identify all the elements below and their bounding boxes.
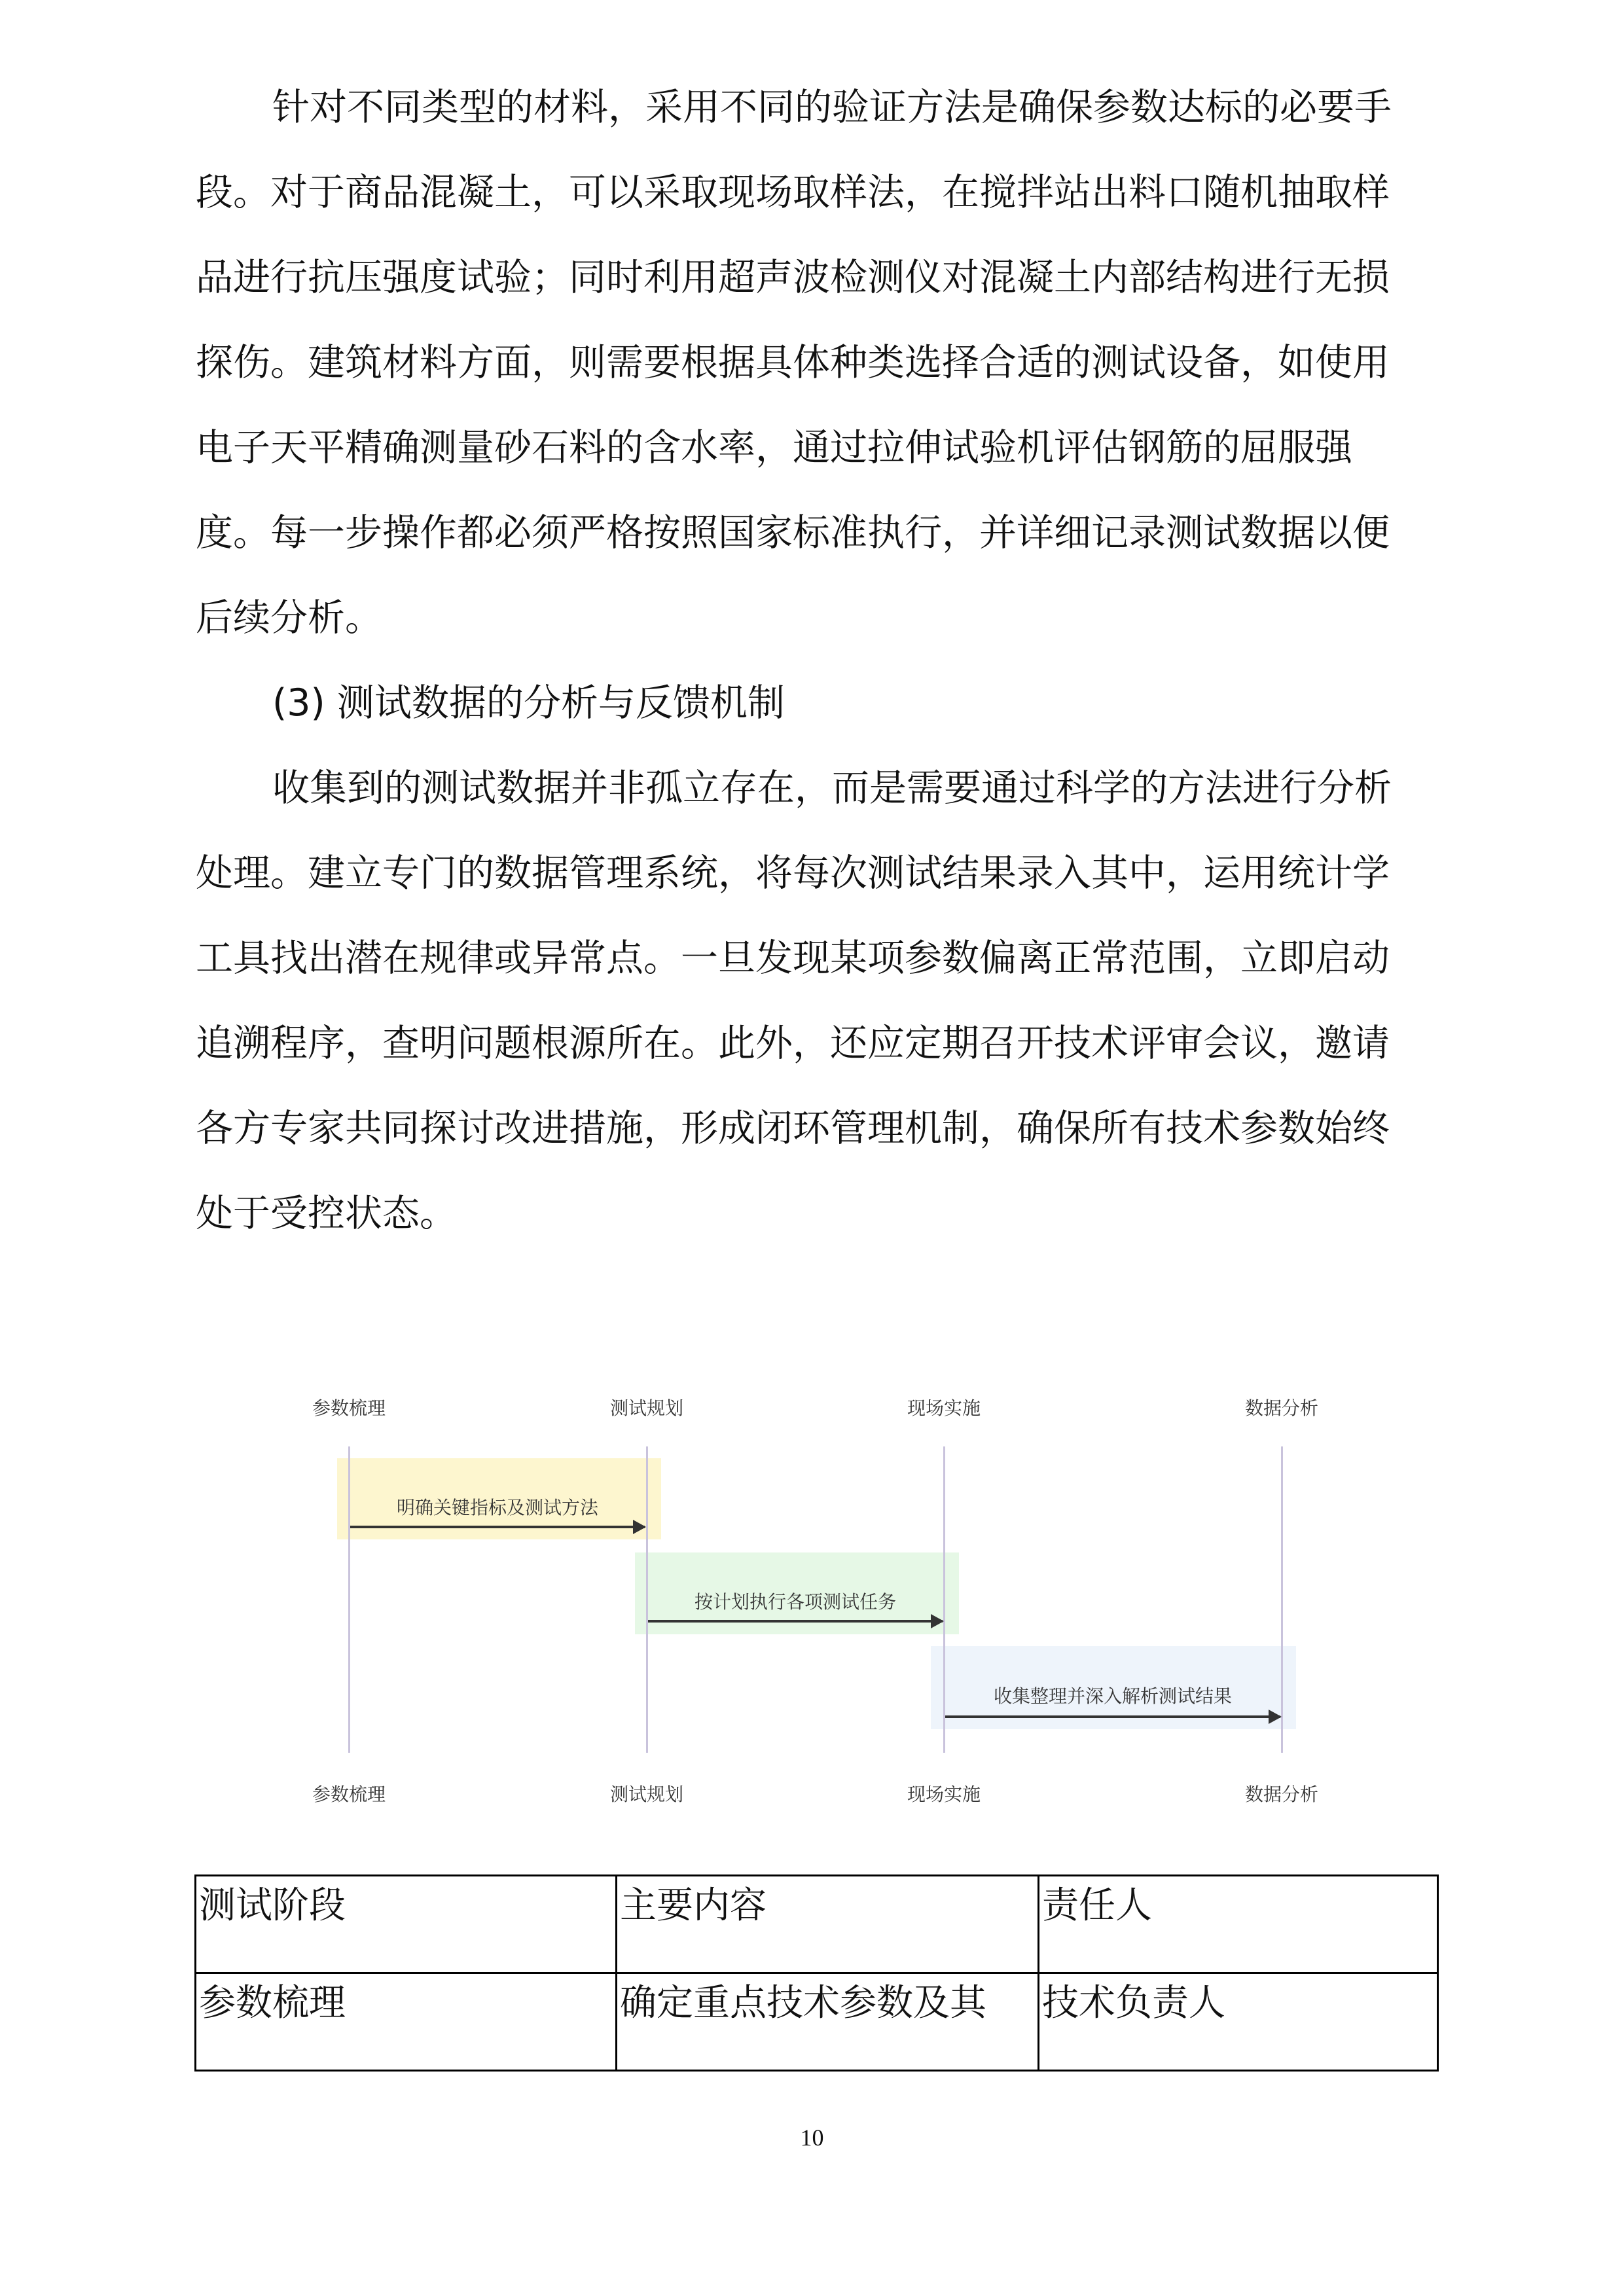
message-label: 按计划执行各项测试任务 <box>694 1591 897 1613</box>
text-line: 处理。建立专门的数据管理系统，将每次测试结果录入其中，运用统计学 <box>196 852 1390 895</box>
participant-bottom: 数据分析 <box>1244 1784 1319 1805</box>
message-label: 明确关键指标及测试方法 <box>396 1497 599 1518</box>
table-row <box>196 1973 1438 2071</box>
participant-bottom: 测试规划 <box>609 1784 684 1805</box>
text-line: 品进行抗压强度试验；同时利用超声波检测仪对混凝土内部结构进行无损 <box>196 256 1390 299</box>
table-cell: 确定重点技术参数及其 <box>617 1973 1039 2071</box>
participant-top: 参数梳理 <box>312 1397 386 1419</box>
table-cell: 技术负责人 <box>1039 1973 1438 2071</box>
text-line: 处于受控状态。 <box>196 1192 457 1235</box>
text-line: 电子天平精确测量砂石料的含水率，通过拉伸试验机评估钢筋的屈服强 <box>196 426 1352 469</box>
header-cell: 测试阶段 <box>196 1876 617 1973</box>
participant-top: 数据分析 <box>1244 1397 1319 1419</box>
text-line: 后续分析。 <box>196 596 382 639</box>
header-cell: 责任人 <box>1039 1876 1438 1973</box>
message-label: 收集整理并深入解析测试结果 <box>993 1685 1233 1707</box>
lifeline <box>1281 1446 1283 1753</box>
text-line: 段。对于商品混凝土，可以采取现场取样法，在搅拌站出料口随机抽取样 <box>196 171 1390 214</box>
page-number: 10 <box>800 2125 824 2151</box>
test-phase-table <box>194 1874 1439 2072</box>
lifeline <box>646 1446 648 1753</box>
lifeline <box>348 1446 350 1753</box>
table-cell: 参数梳理 <box>196 1973 617 2071</box>
participant-top: 现场实施 <box>907 1397 981 1419</box>
text-line: 收集到的测试数据并非孤立存在，而是需要通过科学的方法进行分析 <box>272 766 1392 810</box>
text-line: 探伤。建筑材料方面，则需要根据具体种类选择合适的测试设备，如使用 <box>196 341 1390 384</box>
text-line: 工具找出潜在规律或异常点。一旦发现某项参数偏离正常范围，立即启动 <box>196 937 1390 980</box>
text-line: 针对不同类型的材料，采用不同的验证方法是确保参数达标的必要手 <box>272 86 1392 129</box>
text-line: 度。每一步操作都必须严格按照国家标准执行，并详细记录测试数据以便 <box>196 511 1390 554</box>
arrow <box>945 1715 1280 1718</box>
text-line: 追溯程序，查明问题根源所在。此外，还应定期召开技术评审会议，邀请 <box>196 1022 1390 1065</box>
participant-top: 测试规划 <box>609 1397 684 1419</box>
header-cell: 主要内容 <box>617 1876 1039 1973</box>
arrow <box>648 1620 943 1623</box>
text-line: 各方专家共同探讨改进措施，形成闭环管理机制，确保所有技术参数始终 <box>196 1107 1390 1150</box>
arrow <box>350 1526 645 1528</box>
participant-bottom: 参数梳理 <box>312 1784 386 1805</box>
participant-bottom: 现场实施 <box>907 1784 981 1805</box>
lifeline <box>943 1446 945 1753</box>
table-header-row <box>196 1876 1438 1973</box>
section-heading: (3) 测试数据的分析与反馈机制 <box>272 681 785 725</box>
